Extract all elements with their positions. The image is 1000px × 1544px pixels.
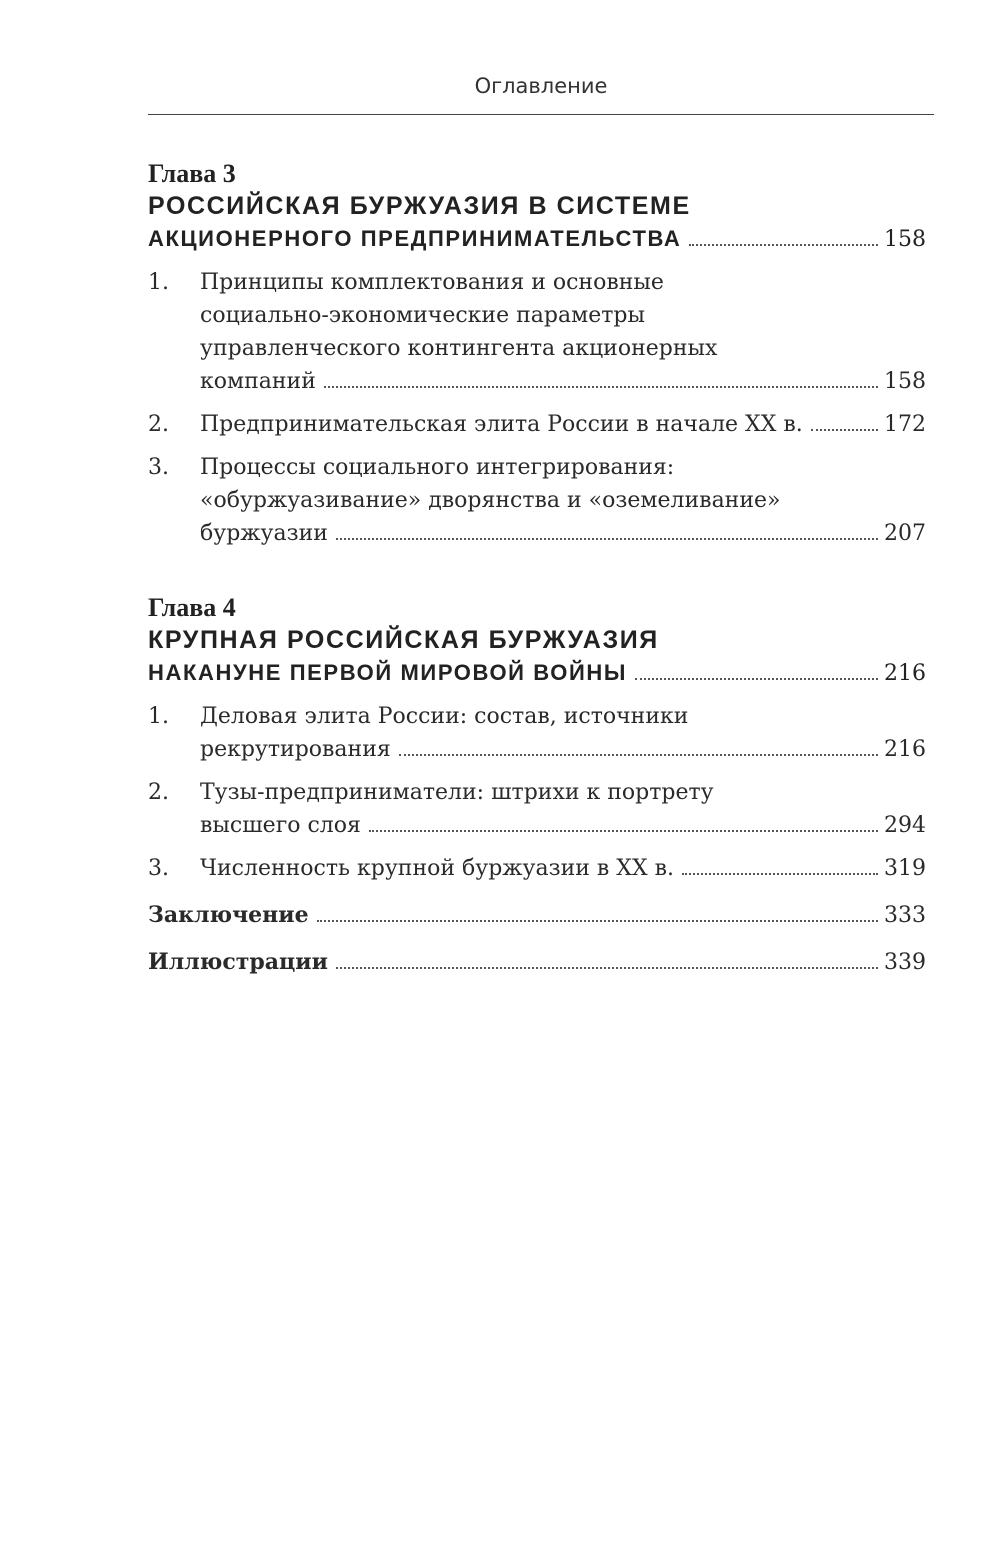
chapter-label: Глава 3 bbox=[148, 159, 236, 188]
page-number: 216 bbox=[884, 737, 926, 762]
toc-entry-section[interactable] bbox=[148, 408, 926, 441]
section-number: 1. bbox=[148, 270, 169, 295]
section-title-line: буржуазии bbox=[200, 521, 328, 546]
toc-entry-chapter-3[interactable] bbox=[148, 222, 926, 256]
chapter-title-line: НАКАНУНЕ ПЕРВОЙ МИРОВОЙ ВОЙНЫ bbox=[148, 660, 627, 685]
section-title-line: социально-экономические параметры bbox=[200, 303, 645, 328]
section-title-line: Тузы-предприниматели: штрихи к портрету bbox=[200, 780, 714, 805]
dot-leader bbox=[336, 967, 878, 969]
chapter-label: Глава 4 bbox=[148, 593, 236, 622]
section-title-line: Численность крупной буржуазии в XX в. bbox=[200, 856, 674, 881]
page-number: 158 bbox=[884, 369, 926, 394]
dot-leader bbox=[811, 429, 878, 431]
chapter-title-line: АКЦИОНЕРНОГО ПРЕДПРИНИМАТЕЛЬСТВА bbox=[148, 226, 682, 251]
header-rule bbox=[148, 114, 934, 115]
table-of-contents bbox=[148, 158, 926, 979]
page-number: 207 bbox=[884, 521, 926, 546]
dot-leader bbox=[682, 873, 878, 875]
page-number: 172 bbox=[884, 412, 926, 437]
toc-entry-section[interactable] bbox=[148, 266, 926, 398]
section-number: 3. bbox=[148, 455, 169, 480]
dot-leader bbox=[369, 830, 878, 832]
section-title-line: рекрутирования bbox=[200, 737, 391, 762]
section-title-line: Принципы комплектования и основные bbox=[200, 270, 664, 295]
entry-title: Иллюстрации bbox=[148, 949, 328, 975]
toc-entry-chapter-4[interactable] bbox=[148, 656, 926, 690]
toc-entry-section[interactable] bbox=[148, 700, 926, 766]
chapter-title-line: РОССИЙСКАЯ БУРЖУАЗИЯ В СИСТЕМЕ bbox=[148, 192, 691, 220]
section-title-line: управленческого контингента акционерных bbox=[200, 336, 718, 361]
chapter-3 bbox=[148, 158, 926, 550]
section-title-line: компаний bbox=[200, 369, 316, 394]
section-title-line: Предпринимательская элита России в начале XX в. bbox=[200, 412, 803, 437]
section-number: 1. bbox=[148, 704, 169, 729]
page-number: 339 bbox=[884, 950, 926, 975]
dot-leader bbox=[324, 386, 878, 388]
section-title-line: «обуржуазивание» дворянства и «оземеливание» bbox=[200, 488, 781, 513]
dot-leader bbox=[635, 678, 878, 680]
page-number: 158 bbox=[884, 227, 926, 252]
section-title-line: Деловая элита России: состав, источники bbox=[200, 704, 689, 729]
toc-entry-section[interactable] bbox=[148, 852, 926, 885]
dot-leader bbox=[689, 244, 878, 246]
section-title-line: Процессы социального интегрирования: bbox=[200, 455, 675, 480]
page-number: 333 bbox=[884, 903, 926, 928]
page-number: 294 bbox=[884, 813, 926, 838]
running-head: Оглавление bbox=[474, 74, 608, 98]
dot-leader bbox=[399, 754, 878, 756]
dot-leader bbox=[317, 920, 878, 922]
toc-entry-section[interactable] bbox=[148, 776, 926, 842]
chapter-4 bbox=[148, 592, 926, 885]
toc-entry-illustrations[interactable] bbox=[148, 946, 926, 979]
toc-entry-conclusion[interactable] bbox=[148, 899, 926, 932]
section-number: 2. bbox=[148, 412, 169, 437]
dot-leader bbox=[336, 538, 878, 540]
chapter-title-line: КРУПНАЯ РОССИЙСКАЯ БУРЖУАЗИЯ bbox=[148, 626, 659, 654]
toc-entry-section[interactable] bbox=[148, 451, 926, 550]
section-number: 3. bbox=[148, 856, 169, 881]
section-title-line: высшего слоя bbox=[200, 813, 361, 838]
section-number: 2. bbox=[148, 780, 169, 805]
entry-title: Заключение bbox=[148, 902, 309, 928]
page-number: 216 bbox=[884, 661, 926, 686]
page-number: 319 bbox=[884, 856, 926, 881]
